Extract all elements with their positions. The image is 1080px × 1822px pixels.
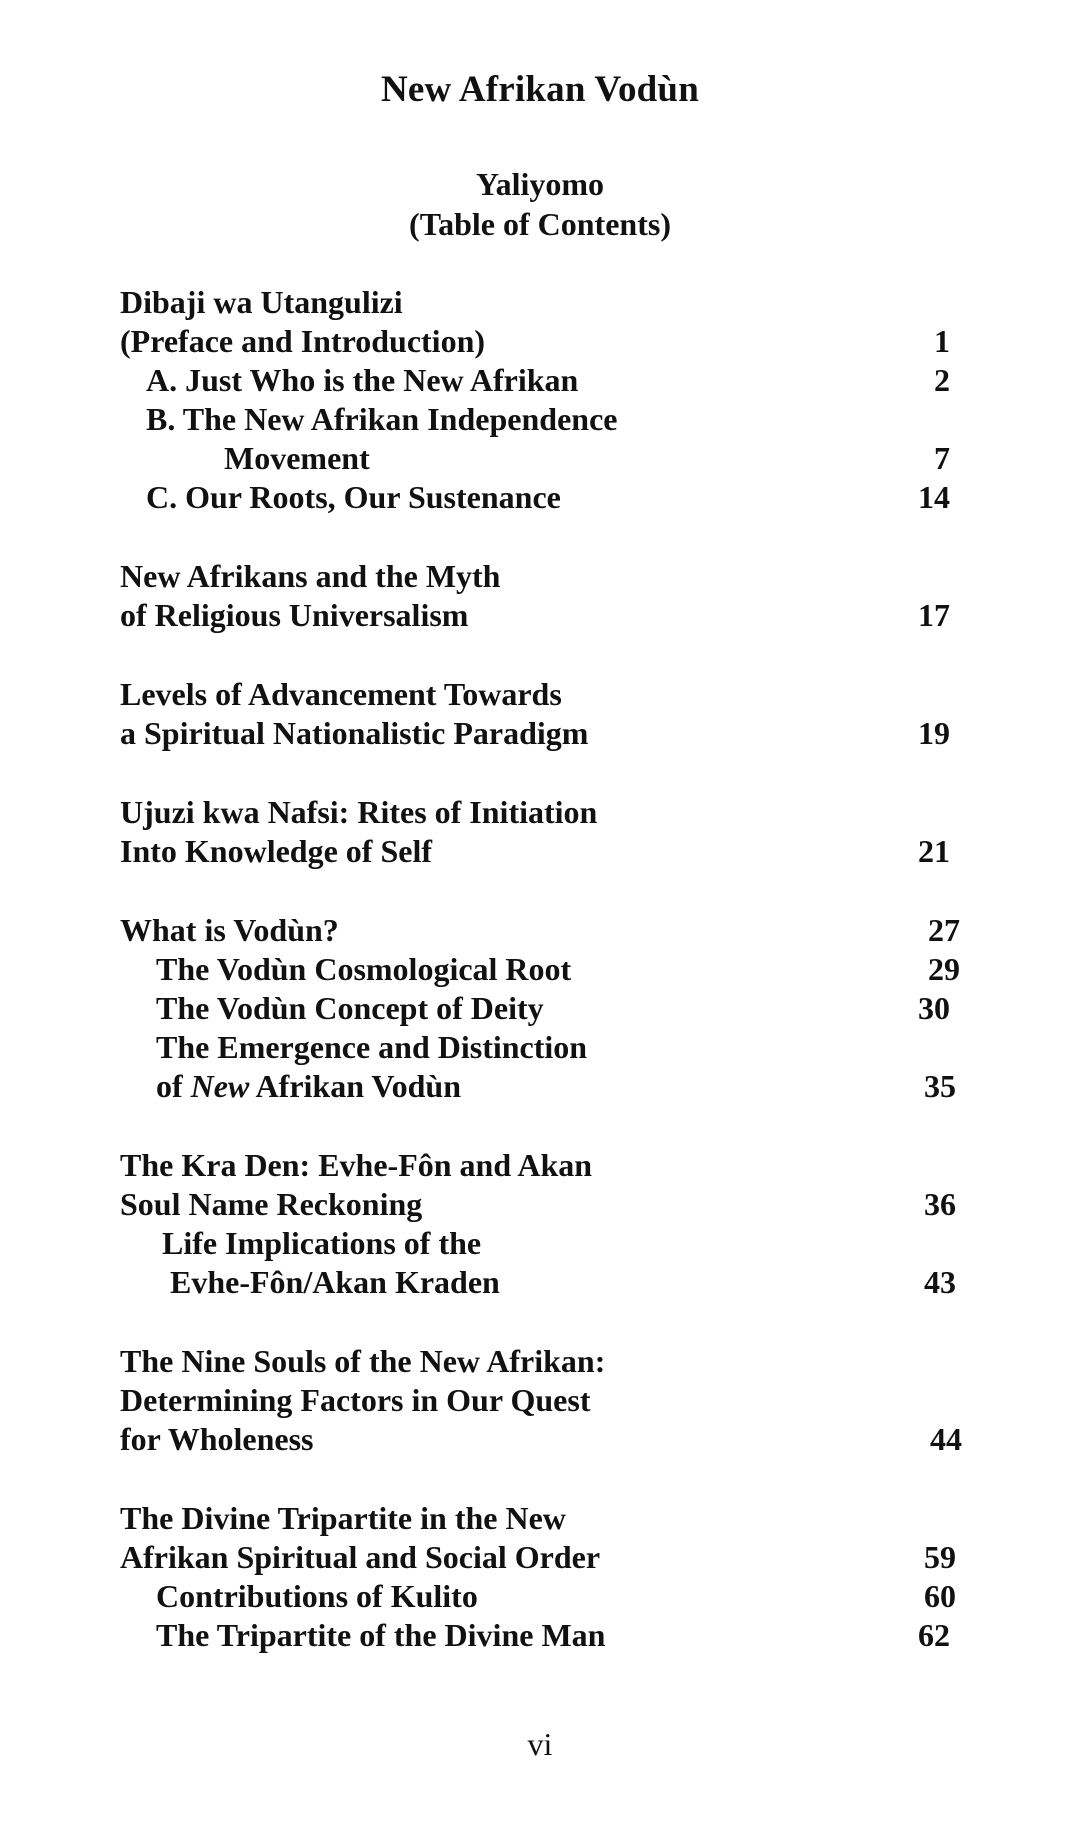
toc-page-number: 30 [918,990,950,1026]
toc-entry-just-who: A. Just Who is the New Afrikan [146,362,579,398]
toc-page-number: 17 [918,597,950,633]
toc-entry-concept-of-deity: The Vodùn Concept of Deity [156,990,544,1026]
toc-entry-soul-name: Soul Name Reckoning [120,1186,423,1222]
toc-page-number: 7 [934,440,950,476]
toc-entry-levels: Levels of Advancement Towards [120,676,562,712]
italic-new: New [190,1068,250,1104]
page-folio: vi [527,1726,553,1762]
toc-page-number: 43 [924,1264,956,1300]
toc-entry-cosmological-root: The Vodùn Cosmological Root [156,951,572,987]
toc-entry-kraden: Evhe-Fôn/Akan Kraden [170,1264,500,1300]
toc-entry-roots: C. Our Roots, Our Sustenance [146,479,561,515]
toc-entry-independence: B. The New Afrikan Independence [146,401,618,437]
toc-entry-life-implications: Life Implications of the [162,1225,482,1261]
toc-page-number: 2 [934,362,950,398]
toc-page-number: 29 [928,951,960,987]
toc-entry-knowledge-of-self: Into Knowledge of Self [120,833,432,869]
toc-entry-emergence: The Emergence and Distinction [156,1029,588,1065]
toc-entry-social-order: Afrikan Spiritual and Social Order [120,1539,601,1575]
toc-entry-preface: (Preface and Introduction) [120,323,486,359]
toc-entry-universalism: of Religious Universalism [120,597,469,633]
toc-entry-divine-tripartite: The Divine Tripartite in the New [120,1500,566,1536]
toc-entry-divine-man: The Tripartite of the Divine Man [156,1617,606,1653]
toc-entry-wholeness: for Wholeness [120,1421,314,1457]
toc-entry-new-afrikan-vodun: of New Afrikan Vodùn [156,1068,461,1104]
toc-entry-paradigm: a Spiritual Nationalistic Paradigm [120,715,589,751]
toc-page-number: 44 [930,1421,962,1457]
toc-page-number: 14 [918,479,950,515]
book-title: New Afrikan Vodùn [380,69,699,110]
toc-page-number: 19 [918,715,950,751]
toc-entry-myth: New Afrikans and the Myth [120,558,501,594]
toc-heading-swahili: Yaliyomo [476,166,604,202]
toc-page-number: 27 [928,912,960,948]
toc-entry-movement: Movement [224,440,370,476]
toc-page-number: 59 [924,1539,956,1575]
toc-entry-what-is-vodun: What is Vodùn? [120,912,339,948]
toc-page-number: 21 [918,833,950,869]
toc-page-number: 62 [918,1617,950,1653]
toc-page-number: 36 [924,1186,956,1222]
toc-entry-kra-den: The Kra Den: Evhe-Fôn and Akan [120,1147,593,1183]
toc-page-number: 60 [924,1578,956,1614]
toc-page-number: 1 [934,323,950,359]
toc-page-number: 35 [924,1068,956,1104]
toc-entry-ujuzi: Ujuzi kwa Nafsi: Rites of Initiation [120,794,598,830]
toc-entry-kulito: Contributions of Kulito [156,1578,478,1614]
toc-entry-dibaji: Dibaji wa Utangulizi [120,284,403,320]
toc-entry-determining-factors: Determining Factors in Our Quest [120,1382,591,1418]
toc-heading-english: (Table of Contents) [409,206,671,242]
toc-entry-nine-souls: The Nine Souls of the New Afrikan: [120,1343,606,1379]
